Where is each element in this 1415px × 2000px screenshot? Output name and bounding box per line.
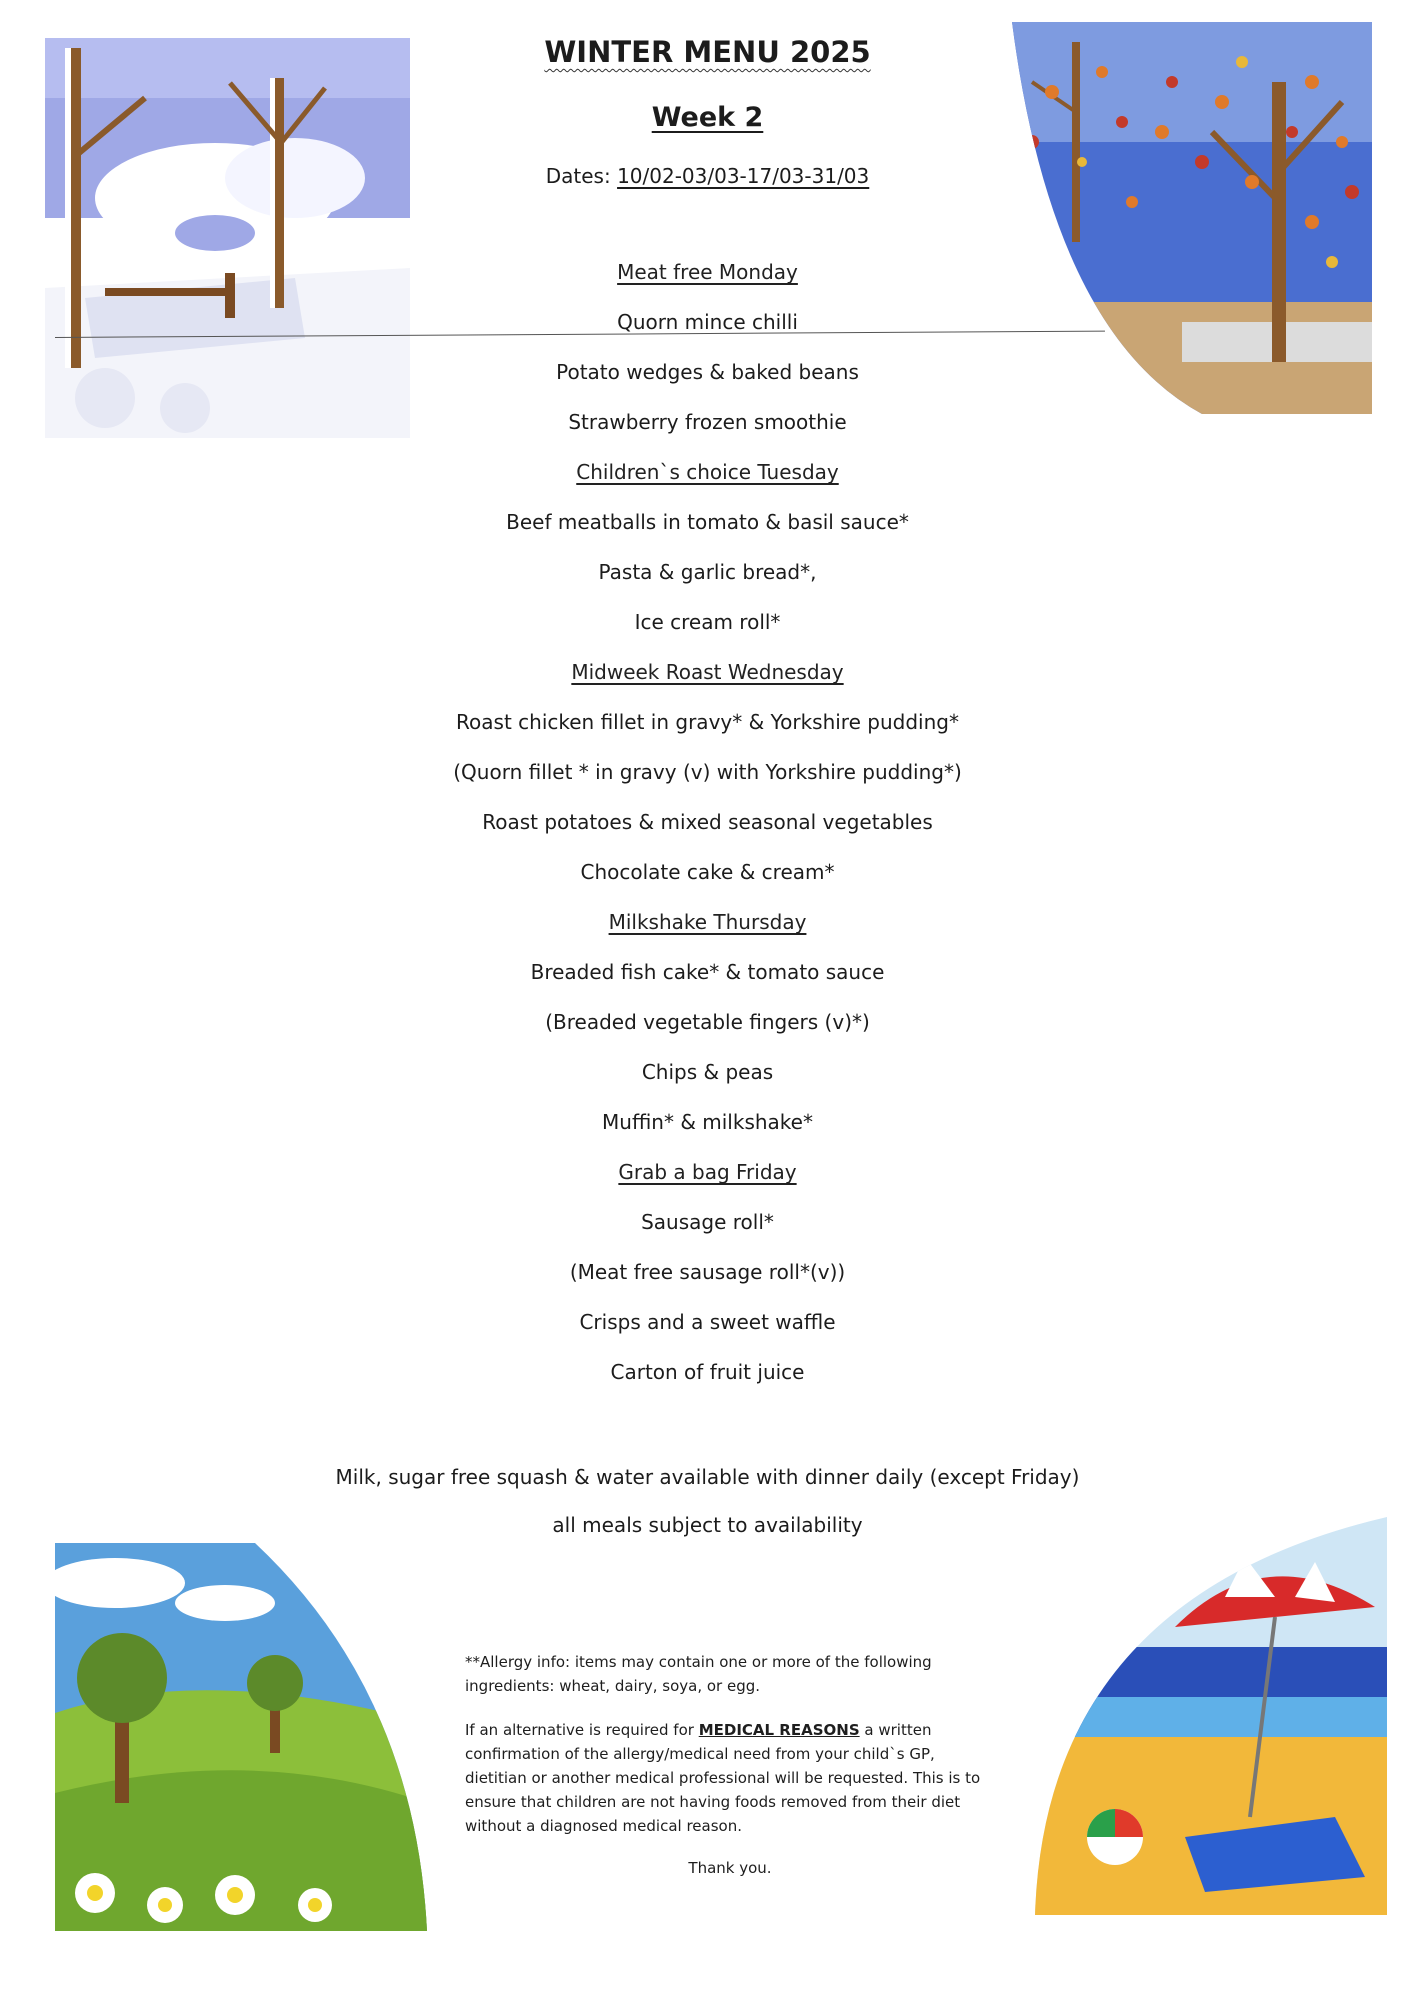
menu-item: (Breaded vegetable fingers (v)*) xyxy=(545,1010,870,1034)
menu-item: Chocolate cake & cream* xyxy=(580,860,835,884)
menu-item: Ice cream roll* xyxy=(634,610,781,634)
menu-item: Sausage roll* xyxy=(641,1210,774,1234)
spring-scene-image xyxy=(55,1543,427,1931)
availability-note: all meals subject to availability xyxy=(552,1513,863,1537)
menu-item: Breaded fish cake* & tomato sauce xyxy=(530,960,885,984)
menu-item: Quorn mince chilli xyxy=(617,310,798,334)
menu-item: (Quorn fillet * in gravy (v) with Yorkshire pudding*) xyxy=(453,760,962,784)
medical-reasons-emphasis: MEDICAL REASONS xyxy=(698,1721,860,1739)
day-heading-friday: Grab a bag Friday xyxy=(618,1160,797,1184)
autumn-scene-image xyxy=(1012,22,1372,414)
menu-item: Carton of fruit juice xyxy=(610,1360,805,1384)
drinks-note: Milk, sugar free squash & water available with dinner daily (except Friday) xyxy=(335,1465,1080,1489)
menu-item: (Meat free sausage roll*(v)) xyxy=(569,1260,846,1284)
dates-value: 10/02-03/03-17/03-31/03 xyxy=(617,164,870,188)
day-heading-wednesday: Midweek Roast Wednesday xyxy=(571,660,844,684)
menu-item: Pasta & garlic bread*, xyxy=(598,560,817,584)
menu-item: Chips & peas xyxy=(641,1060,774,1084)
menu-item: Potato wedges & baked beans xyxy=(556,360,859,384)
medical-prefix: If an alternative is required for xyxy=(465,1721,699,1739)
allergy-info: **Allergy info: items may contain one or more of the following ingredients: wheat, dairy, soya, or egg. xyxy=(465,1653,932,1695)
dates-line xyxy=(0,164,1415,188)
menu-item: Beef meatballs in tomato & basil sauce* xyxy=(506,510,909,534)
menu-item: Crisps and a sweet waffle xyxy=(579,1310,836,1334)
day-heading-tuesday: Children`s choice Tuesday xyxy=(576,460,839,484)
summer-scene-image xyxy=(1035,1517,1387,1915)
week-label: Week 2 xyxy=(651,102,764,133)
menu-item: Roast chicken fillet in gravy* & Yorkshire pudding* xyxy=(456,710,959,734)
day-heading-monday: Meat free Monday xyxy=(617,260,798,284)
thank-you: Thank you. xyxy=(688,1859,772,1877)
medical-suffix: a written confirmation of the allergy/medical need from your child`s GP, dietitian or another medical professional will be requested. This is to ensure that children are not having foods removed from their diet without a diagnosed medical reason. xyxy=(465,1721,981,1835)
menu-item: Roast potatoes & mixed seasonal vegetables xyxy=(482,810,933,834)
menu-item: Muffin* & milkshake* xyxy=(602,1110,813,1134)
dates-label: Dates: xyxy=(545,164,611,188)
menu-title: WINTER MENU 2025 xyxy=(544,35,871,69)
medical-reasons-paragraph xyxy=(465,1718,995,1838)
day-heading-thursday: Milkshake Thursday xyxy=(608,910,807,934)
menu-item: Strawberry frozen smoothie xyxy=(568,410,847,434)
allergy-notice xyxy=(465,1650,995,1900)
